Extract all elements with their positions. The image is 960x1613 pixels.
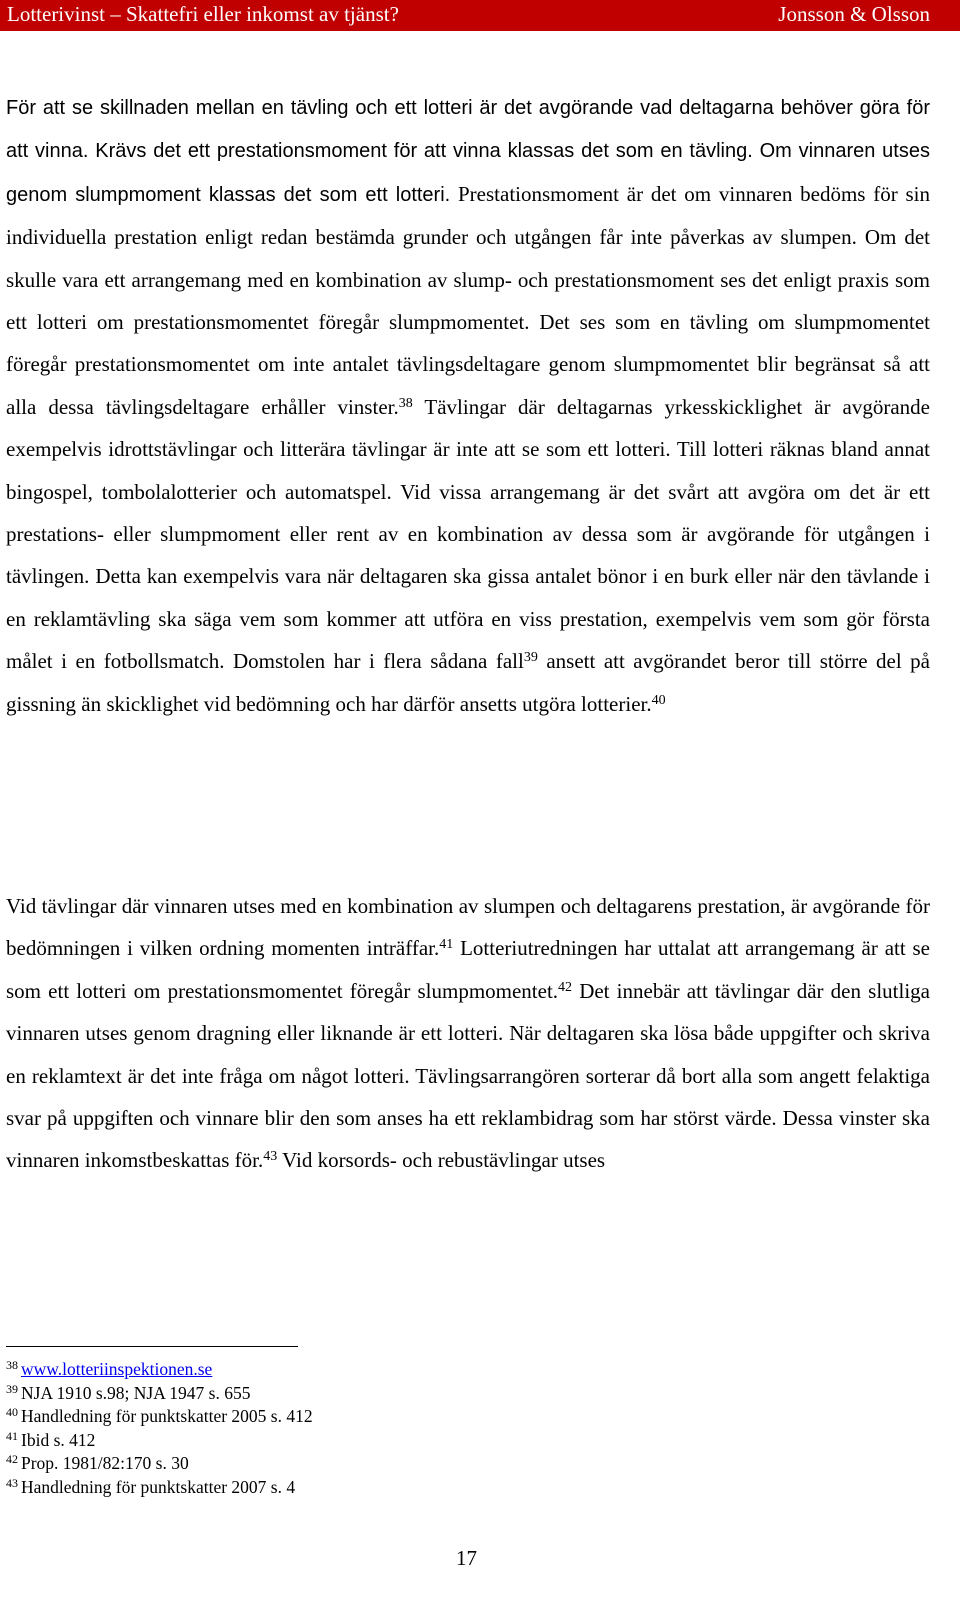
paragraph-run: För att se skillnaden mellan en tävling och ett lotteri är det avgörande vad deltagarna behöver göra för att vinna. Krävs det ett prestationsmoment för att vinna klassas det som en tävling. Om vinnaren utses genom slumpmoment klassas det som ett lotteri. [6, 97, 930, 206]
footnote-ref: 39 [523, 650, 538, 666]
paragraph-run: Prestationsmoment är det om vinnaren bedöms för sin individuella prestation enligt redan bestämda grunder och utgången får inte påverkas av slumpen. Om det skulle vara ett arrangemang med en kombination av slump- och prestationsmoment ses det enligt praxis som ett lotteri om prestationsmomentet föregår slumpmomentet. Det ses som en tävling om slumpmomentet föregår prestationsmomentet om inte antalet tävlingsdeltagare genom slumpmomentet blir begränsat så att alla dessa tävlingsdeltagare erhåller vinster. [6, 181, 930, 419]
header-title: Lotterivinst – Skattefri eller inkomst av tjänst? [7, 2, 399, 26]
footnote-ref: 42 [558, 979, 573, 995]
footnote-text: Ibid s. 412 [21, 1429, 96, 1450]
footnote-item [6, 1405, 606, 1429]
paragraph-run: Det innebär att tävlingar där den slutliga vinnaren utses genom dragning eller liknande är ett lotteri. När deltagaren ska lösa både uppgifter och skriva en reklamtext är det inte fråga om något lotteri. Tävlingsarrangören sorterar då bort alla som angett felaktiga svar på uppgiften och vinnare blir den som anses ha ett reklambidrag som har störst värde. Dessa vinster ska vinnaren inkomstbeskattas för. [6, 978, 930, 1173]
paragraph-run: Lotteriutredningen har uttalat att arrangemang är att se som ett lotteri om prestationsmomentet föregår slumpmomentet. [6, 936, 930, 1003]
page-number: 17 [456, 1546, 477, 1570]
footnote-number: 40 [6, 1405, 18, 1420]
footnote-number: 43 [6, 1475, 18, 1490]
footnote-number: 38 [6, 1358, 18, 1372]
footnote-separator [6, 1346, 298, 1347]
footnote-ref: 40 [651, 692, 666, 708]
paragraph-run: Vid tävlingar där vinnaren utses med en kombination av slumpen och deltagarens prestation, är avgörande för bedömningen i vilken ordning momenten inträffar. [6, 894, 930, 961]
body-paragraph-2 [6, 885, 930, 1182]
footnote-number: 42 [6, 1452, 18, 1467]
footnote-link[interactable]: www.lotteriinspektionen.se [21, 1359, 213, 1379]
footnote-text: NJA 1910 s.98; NJA 1947 s. 655 [21, 1382, 251, 1403]
footnote-ref: 43 [263, 1149, 278, 1165]
header-authors: Jonsson & Olsson [778, 2, 930, 26]
footnote-number: 41 [6, 1428, 18, 1443]
footnote-text: Prop. 1981/82:170 s. 30 [21, 1453, 189, 1474]
paragraph-run: Vid korsords- och rebustävlingar utses [277, 1148, 606, 1173]
footnote-item [6, 1382, 606, 1406]
page-header [0, 0, 960, 31]
body-paragraph-1 [6, 86, 930, 725]
footnote-item [6, 1476, 606, 1500]
footnote-text: Handledning för punktskatter 2007 s. 4 [21, 1476, 296, 1497]
paragraph-run: ansett att avgörandet beror till större del på gissning än skicklighet vid bedömning och har därför ansetts utgöra lotterier. [6, 649, 930, 716]
paragraph-run: Tävlingar där deltagarnas yrkesskicklighet är avgörande exempelvis idrottstävlingar och litterära tävlingar är inte att se som ett lotteri. Till lotteri räknas bland annat bingospel, tombolalotterier och automatspel. Vid vissa arrangemang är det svårt att avgöra om det är ett prestations- eller slumpmoment eller rent av en kombination av dessa som är avgörande för utgången i tävlingen. Detta kan exempelvis vara när deltagaren ska gissa antalet bönor i en burk eller när den tävlande i en reklamtävling ska säga vem som kommer att utföra en viss prestation, exempelvis vem som gör första målet i en fotbollsmatch. Domstolen har i flera sådana fall [6, 394, 931, 674]
footnote-list [6, 1358, 606, 1500]
footnote-ref: 41 [439, 937, 454, 953]
footnote-text: Handledning för punktskatter 2005 s. 412 [21, 1406, 313, 1427]
footnote-ref: 38 [398, 395, 413, 411]
footnote-item [6, 1358, 606, 1382]
footnote-item [6, 1429, 606, 1453]
footnote-number: 39 [6, 1381, 18, 1396]
footnote-item [6, 1452, 606, 1476]
